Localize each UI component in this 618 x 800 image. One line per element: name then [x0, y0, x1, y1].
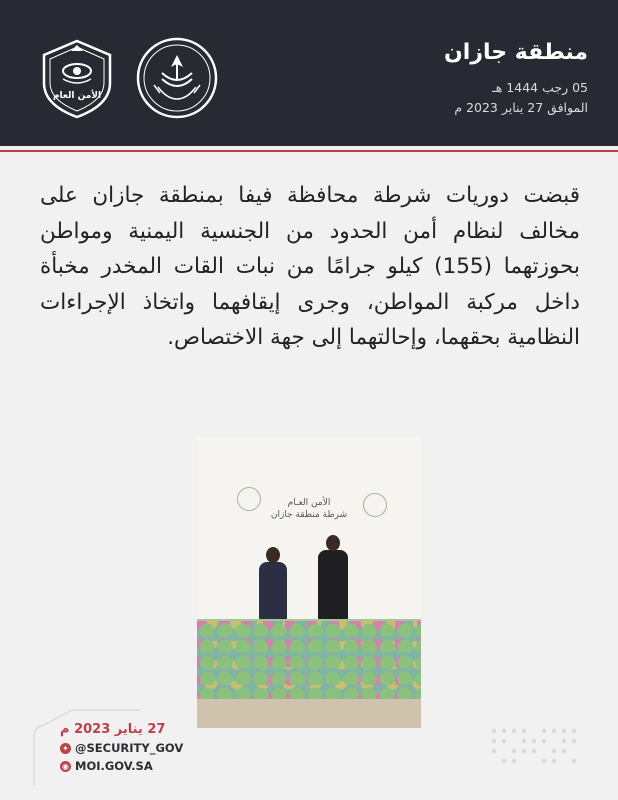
- footer-date: 27 يناير 2023 م: [60, 722, 166, 737]
- public-security-badge-icon: [36, 37, 118, 119]
- backdrop-emblem-icon: [237, 487, 261, 511]
- footer-website: [60, 758, 153, 774]
- globe-icon: ◉: [60, 761, 71, 772]
- backdrop-emblem-icon: [363, 493, 387, 517]
- website-link[interactable]: MOI.GOV.SA: [75, 759, 153, 773]
- region-title: منطقة جازان: [444, 40, 588, 65]
- backdrop-line-2: شرطة منطقة جازان: [270, 510, 348, 520]
- twitter-icon: ✦: [60, 743, 71, 754]
- seizure-photo: [197, 437, 421, 728]
- backdrop-line-1: الأمن العـام: [287, 498, 331, 508]
- footer-twitter: [60, 740, 183, 756]
- twitter-handle[interactable]: @SECURITY_GOV: [75, 741, 184, 755]
- suspect-figure: [259, 562, 287, 620]
- news-body-text: قبضت دوريات شرطة محافظة فيفا بمنطقة جازان على مخالف لنظام أمن الحدود من الجنسية اليمنية ومواطن بحوزتهما (155) كيلو جرامًا من نبات القات المخدر مخبأة داخل مركبة المواطن، وجرى إيقافهما واتخاذ الإجراءات النظامية بحقهما، وإحالتهما إلى جهة الاختصاص.: [40, 183, 581, 350]
- qat-bundles: [197, 619, 421, 701]
- header-accent-line: [0, 150, 618, 152]
- ministry-emblem-icon: [136, 37, 218, 119]
- suspect-figure: [318, 550, 348, 620]
- photo-floor: [197, 699, 421, 728]
- date-hijri: 05 رجب 1444 هـ: [492, 80, 588, 95]
- date-gregorian: الموافق 27 يناير 2023 م: [454, 100, 588, 115]
- decorative-dots-icon: [488, 725, 584, 765]
- security-badge-label: الأمن العام: [52, 91, 102, 101]
